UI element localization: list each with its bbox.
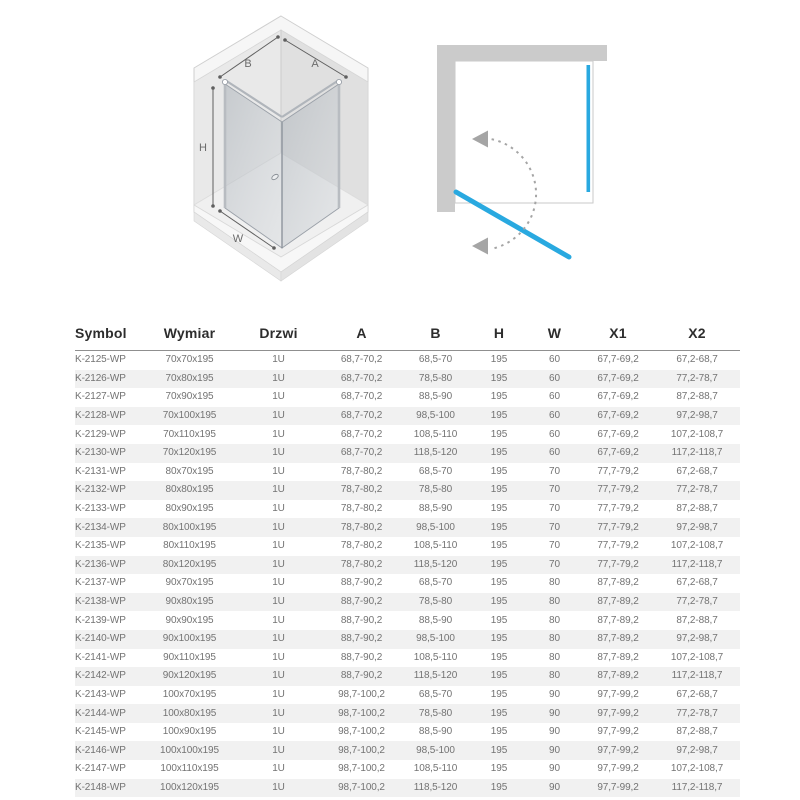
table-row xyxy=(75,388,740,407)
table-row xyxy=(75,611,740,630)
table-cell: 195 xyxy=(490,651,508,663)
table-cell: 98,7-100,2 xyxy=(338,744,385,756)
cell-symbol: K-2138-WP xyxy=(75,596,126,608)
table-cell: 90x100x195 xyxy=(162,633,217,645)
table-cell: 80x90x195 xyxy=(165,503,214,515)
table-cell: 97,2-98,7 xyxy=(676,744,718,756)
table-cell: 70x80x195 xyxy=(165,372,214,384)
table-cell: 88,7-90,2 xyxy=(340,596,383,608)
table-cell: 78,5-80 xyxy=(418,484,453,496)
table-cell: 90x90x195 xyxy=(165,614,214,626)
table-cell: 68,7-70,2 xyxy=(340,391,383,403)
table-cell: 108,5-110 xyxy=(413,763,458,775)
cell-symbol: K-2136-WP xyxy=(75,558,126,570)
table-cell: 78,7-80,2 xyxy=(340,484,383,496)
dimension-label-a: A xyxy=(311,58,319,70)
table-cell: 97,2-98,7 xyxy=(676,521,718,533)
table-cell: 78,7-80,2 xyxy=(340,540,383,552)
cell-symbol: K-2134-WP xyxy=(75,521,126,533)
table-cell: 117,2-118,7 xyxy=(671,781,723,793)
table-cell: 77,7-79,2 xyxy=(597,465,639,477)
table-cell: 80x110x195 xyxy=(163,540,216,552)
table-cell: 98,5-100 xyxy=(416,410,455,422)
table-cell: 100x80x195 xyxy=(162,707,217,719)
cell-symbol: K-2145-WP xyxy=(75,726,126,738)
column-header-x1: X1 xyxy=(582,316,654,351)
table-cell: 80x120x195 xyxy=(162,558,217,570)
cell-symbol: K-2133-WP xyxy=(75,503,126,515)
table-cell: 1U xyxy=(272,447,285,459)
table-cell: 70x120x195 xyxy=(162,447,217,459)
table-row xyxy=(75,779,740,798)
table-cell: 97,7-99,2 xyxy=(597,726,639,738)
wall-top xyxy=(437,45,607,61)
table-cell: 87,2-88,7 xyxy=(676,614,718,626)
table-cell: 1U xyxy=(272,465,285,477)
table-cell: 70 xyxy=(549,540,560,552)
table-cell: 68,5-70 xyxy=(418,465,453,477)
table-cell: 88,5-90 xyxy=(418,726,453,738)
cell-symbol: K-2148-WP xyxy=(75,781,126,793)
table-cell: 90x120x195 xyxy=(162,670,217,682)
cell-symbol: K-2132-WP xyxy=(75,484,126,496)
table-cell: 90x110x195 xyxy=(163,651,216,663)
column-header-h: H xyxy=(471,316,527,351)
table-cell: 70 xyxy=(549,465,560,477)
cell-symbol: K-2137-WP xyxy=(75,577,126,589)
table-cell: 1U xyxy=(272,726,285,738)
table-cell: 1U xyxy=(272,410,285,422)
table-cell: 195 xyxy=(490,744,508,756)
table-cell: 97,7-99,2 xyxy=(597,781,639,793)
wall-left xyxy=(437,45,455,212)
table-row xyxy=(75,537,740,556)
table-cell: 195 xyxy=(490,763,508,775)
table-cell: 100x100x195 xyxy=(160,744,219,756)
table-cell: 100x70x195 xyxy=(162,688,217,700)
table-cell: 80x70x195 xyxy=(165,465,214,477)
table-cell: 108,5-110 xyxy=(413,540,458,552)
table-cell: 88,7-90,2 xyxy=(340,614,383,626)
table-cell: 60 xyxy=(549,428,560,440)
table-cell: 1U xyxy=(272,484,285,496)
table-cell: 108,5-110 xyxy=(413,428,458,440)
table-cell: 1U xyxy=(272,763,285,775)
table-cell: 88,5-90 xyxy=(418,614,453,626)
table-cell: 60 xyxy=(549,391,560,403)
column-header-w: W xyxy=(527,316,582,351)
table-cell: 68,7-70,2 xyxy=(340,372,383,384)
table-cell: 87,7-89,2 xyxy=(597,670,639,682)
table-row xyxy=(75,407,740,426)
table-cell: 68,7-70,2 xyxy=(340,428,383,440)
table-cell: 1U xyxy=(272,596,285,608)
column-header-symbol: Symbol xyxy=(75,316,145,351)
table-cell: 60 xyxy=(549,447,560,459)
fixed-glass-panel xyxy=(587,65,591,192)
table-cell: 195 xyxy=(490,484,508,496)
table-cell: 100x120x195 xyxy=(160,781,219,793)
swing-arrow-bottom xyxy=(472,238,488,255)
table-cell: 97,2-98,7 xyxy=(676,410,718,422)
table-cell: 98,7-100,2 xyxy=(338,726,385,738)
table-cell: 195 xyxy=(490,391,508,403)
dimension-label-w: W xyxy=(232,233,244,245)
table-cell: 77,7-79,2 xyxy=(597,503,639,515)
table-cell: 118,5-120 xyxy=(413,447,458,459)
table-row xyxy=(75,593,740,612)
table-cell: 100x90x195 xyxy=(162,726,217,738)
table-row xyxy=(75,500,740,519)
cell-symbol: K-2128-WP xyxy=(75,410,126,422)
table-cell: 97,7-99,2 xyxy=(597,744,639,756)
column-header-wymiar: Wymiar xyxy=(145,316,234,351)
table-cell: 87,7-89,2 xyxy=(597,614,639,626)
table-cell: 68,7-70,2 xyxy=(340,410,383,422)
table-cell: 78,5-80 xyxy=(418,596,453,608)
table-cell: 1U xyxy=(272,503,285,515)
table-cell: 80x100x195 xyxy=(162,521,217,533)
cell-symbol: K-2143-WP xyxy=(75,688,126,700)
cell-symbol: K-2127-WP xyxy=(75,391,126,403)
cell-symbol: K-2129-WP xyxy=(75,428,126,440)
table-row xyxy=(75,741,740,760)
table-row xyxy=(75,667,740,686)
table-cell: 195 xyxy=(490,410,508,422)
table-cell: 1U xyxy=(272,521,285,533)
table-cell: 195 xyxy=(490,726,508,738)
table-cell: 87,2-88,7 xyxy=(676,726,718,738)
dimension-label-h: H xyxy=(199,142,207,154)
table-cell: 80 xyxy=(549,596,560,608)
table-cell: 88,7-90,2 xyxy=(340,577,383,589)
open-door-panel xyxy=(456,192,569,257)
table-cell: 1U xyxy=(272,707,285,719)
table-row xyxy=(75,556,740,575)
table-cell: 1U xyxy=(272,372,285,384)
spec-table xyxy=(75,316,740,797)
table-cell: 90x70x195 xyxy=(165,577,214,589)
table-cell: 97,7-99,2 xyxy=(597,688,639,700)
table-cell: 78,7-80,2 xyxy=(340,521,383,533)
table-cell: 98,7-100,2 xyxy=(338,688,385,700)
cell-symbol: K-2125-WP xyxy=(75,354,126,366)
table-cell: 195 xyxy=(490,372,508,384)
table-cell: 1U xyxy=(272,670,285,682)
table-cell: 67,2-68,7 xyxy=(676,688,718,700)
table-row xyxy=(75,518,740,537)
table-cell: 70 xyxy=(549,484,560,496)
spec-table-body xyxy=(75,351,740,798)
table-cell: 107,2-108,7 xyxy=(670,540,724,552)
table-cell: 1U xyxy=(272,540,285,552)
table-cell: 117,2-118,7 xyxy=(671,558,723,570)
table-cell: 88,7-90,2 xyxy=(340,633,383,645)
table-cell: 67,7-69,2 xyxy=(597,372,639,384)
table-cell: 107,2-108,7 xyxy=(670,428,724,440)
table-cell: 88,7-90,2 xyxy=(340,651,383,663)
table-cell: 70x100x195 xyxy=(162,410,217,422)
table-cell: 67,7-69,2 xyxy=(597,354,639,366)
table-cell: 77,2-78,7 xyxy=(676,596,718,608)
table-cell: 195 xyxy=(490,781,508,793)
table-cell: 67,7-69,2 xyxy=(597,391,639,403)
table-cell: 195 xyxy=(490,558,508,570)
table-cell: 1U xyxy=(272,633,285,645)
cell-symbol: K-2130-WP xyxy=(75,447,126,459)
table-cell: 195 xyxy=(490,670,508,682)
table-cell: 87,2-88,7 xyxy=(676,391,718,403)
table-row xyxy=(75,630,740,649)
table-cell: 68,5-70 xyxy=(418,577,453,589)
table-cell: 70x110x195 xyxy=(163,428,216,440)
table-cell: 97,7-99,2 xyxy=(597,763,639,775)
profile-cap-right xyxy=(336,79,341,84)
table-cell: 97,7-99,2 xyxy=(597,707,639,719)
table-cell: 87,7-89,2 xyxy=(597,651,639,663)
table-cell: 1U xyxy=(272,614,285,626)
table-cell: 1U xyxy=(272,744,285,756)
table-cell: 77,7-79,2 xyxy=(597,540,639,552)
table-cell: 195 xyxy=(490,614,508,626)
table-cell: 60 xyxy=(549,372,560,384)
column-header-b: B xyxy=(400,316,471,351)
table-cell: 68,5-70 xyxy=(418,354,453,366)
table-row xyxy=(75,351,740,370)
table-header-row xyxy=(75,316,740,351)
table-cell: 90 xyxy=(549,707,560,719)
table-cell: 195 xyxy=(490,354,508,366)
table-cell: 117,2-118,7 xyxy=(671,670,723,682)
table-cell: 90 xyxy=(549,781,560,793)
table-cell: 195 xyxy=(490,503,508,515)
table-cell: 77,7-79,2 xyxy=(597,484,639,496)
table-cell: 80x80x195 xyxy=(165,484,214,496)
table-cell: 118,5-120 xyxy=(413,670,458,682)
table-cell: 78,7-80,2 xyxy=(340,465,383,477)
table-row xyxy=(75,704,740,723)
table-cell: 195 xyxy=(490,447,508,459)
table-cell: 80 xyxy=(549,633,560,645)
table-cell: 98,5-100 xyxy=(416,744,455,756)
table-row xyxy=(75,723,740,742)
table-cell: 80 xyxy=(549,651,560,663)
table-cell: 78,5-80 xyxy=(418,707,453,719)
table-cell: 80 xyxy=(549,670,560,682)
table-cell: 87,2-88,7 xyxy=(676,503,718,515)
dimension-label-b: B xyxy=(244,58,252,70)
table-cell: 67,7-69,2 xyxy=(597,410,639,422)
table-cell: 68,7-70,2 xyxy=(340,447,383,459)
table-cell: 1U xyxy=(272,651,285,663)
table-cell: 78,5-80 xyxy=(418,372,453,384)
table-cell: 1U xyxy=(272,391,285,403)
table-cell: 87,7-89,2 xyxy=(597,596,639,608)
table-cell: 77,7-79,2 xyxy=(597,521,639,533)
cell-symbol: K-2147-WP xyxy=(75,763,126,775)
table-cell: 88,5-90 xyxy=(418,391,453,403)
table-cell: 68,5-70 xyxy=(418,688,453,700)
table-cell: 80 xyxy=(549,577,560,589)
table-cell: 195 xyxy=(490,596,508,608)
profile-cap-left xyxy=(222,79,227,84)
cell-symbol: K-2131-WP xyxy=(75,465,126,477)
table-cell: 117,2-118,7 xyxy=(671,447,723,459)
table-cell: 195 xyxy=(490,577,508,589)
table-row xyxy=(75,370,740,389)
table-cell: 1U xyxy=(272,354,285,366)
enclosure-outline xyxy=(455,61,593,203)
cell-symbol: K-2139-WP xyxy=(75,614,126,626)
table-cell: 107,2-108,7 xyxy=(670,651,724,663)
cell-symbol: K-2146-WP xyxy=(75,744,126,756)
table-cell: 107,2-108,7 xyxy=(670,763,724,775)
table-cell: 67,2-68,7 xyxy=(676,577,718,589)
cell-symbol: K-2135-WP xyxy=(75,540,126,552)
table-cell: 195 xyxy=(490,688,508,700)
table-cell: 80 xyxy=(549,614,560,626)
table-cell: 195 xyxy=(490,521,508,533)
table-row xyxy=(75,425,740,444)
table-cell: 195 xyxy=(490,465,508,477)
cell-symbol: K-2144-WP xyxy=(75,707,126,719)
table-cell: 67,2-68,7 xyxy=(676,354,718,366)
table-cell: 88,7-90,2 xyxy=(340,670,383,682)
table-cell: 87,7-89,2 xyxy=(597,577,639,589)
table-cell: 97,2-98,7 xyxy=(676,633,718,645)
table-cell: 195 xyxy=(490,540,508,552)
table-cell: 78,7-80,2 xyxy=(340,558,383,570)
table-row xyxy=(75,686,740,705)
table-row xyxy=(75,463,740,482)
table-cell: 1U xyxy=(272,781,285,793)
table-cell: 68,7-70,2 xyxy=(340,354,383,366)
table-cell: 70x90x195 xyxy=(165,391,214,403)
table-cell: 98,7-100,2 xyxy=(338,781,385,793)
table-cell: 1U xyxy=(272,688,285,700)
table-cell: 98,5-100 xyxy=(416,521,455,533)
cell-symbol: K-2142-WP xyxy=(75,670,126,682)
table-row xyxy=(75,649,740,668)
table-cell: 90x80x195 xyxy=(165,596,214,608)
table-cell: 90 xyxy=(549,726,560,738)
table-cell: 70x70x195 xyxy=(165,354,214,366)
table-cell: 108,5-110 xyxy=(413,651,458,663)
table-cell: 67,2-68,7 xyxy=(676,465,718,477)
table-row xyxy=(75,574,740,593)
table-row xyxy=(75,481,740,500)
isometric-enclosure-diagram xyxy=(172,5,394,293)
table-cell: 195 xyxy=(490,707,508,719)
swing-arrow-top xyxy=(472,131,488,148)
table-row xyxy=(75,444,740,463)
table-cell: 70 xyxy=(549,521,560,533)
table-cell: 77,2-78,7 xyxy=(676,707,718,719)
column-header-a: A xyxy=(323,316,400,351)
table-cell: 67,7-69,2 xyxy=(597,428,639,440)
table-cell: 67,7-69,2 xyxy=(597,447,639,459)
table-cell: 60 xyxy=(549,410,560,422)
table-cell: 98,5-100 xyxy=(416,633,455,645)
table-cell: 195 xyxy=(490,428,508,440)
table-cell: 118,5-120 xyxy=(413,558,458,570)
cell-symbol: K-2141-WP xyxy=(75,651,126,663)
table-cell: 90 xyxy=(549,763,560,775)
table-cell: 70 xyxy=(549,503,560,515)
table-cell: 118,5-120 xyxy=(413,781,458,793)
cell-symbol: K-2140-WP xyxy=(75,633,126,645)
table-cell: 77,2-78,7 xyxy=(676,372,718,384)
plan-door-swing-diagram xyxy=(430,30,620,275)
cell-symbol: K-2126-WP xyxy=(75,372,126,384)
table-cell: 98,7-100,2 xyxy=(338,707,385,719)
table-cell: 87,7-89,2 xyxy=(597,633,639,645)
table-cell: 77,7-79,2 xyxy=(597,558,639,570)
table-row xyxy=(75,760,740,779)
table-cell: 1U xyxy=(272,577,285,589)
table-cell: 70 xyxy=(549,558,560,570)
table-cell: 60 xyxy=(549,354,560,366)
table-cell: 98,7-100,2 xyxy=(338,763,385,775)
column-header-x2: X2 xyxy=(654,316,740,351)
table-cell: 1U xyxy=(272,428,285,440)
table-cell: 88,5-90 xyxy=(418,503,453,515)
table-cell: 90 xyxy=(549,744,560,756)
table-cell: 90 xyxy=(549,688,560,700)
table-cell: 78,7-80,2 xyxy=(340,503,383,515)
table-cell: 77,2-78,7 xyxy=(676,484,718,496)
table-cell: 195 xyxy=(490,633,508,645)
column-header-drzwi: Drzwi xyxy=(234,316,323,351)
table-cell: 1U xyxy=(272,558,285,570)
table-cell: 100x110x195 xyxy=(160,763,219,775)
